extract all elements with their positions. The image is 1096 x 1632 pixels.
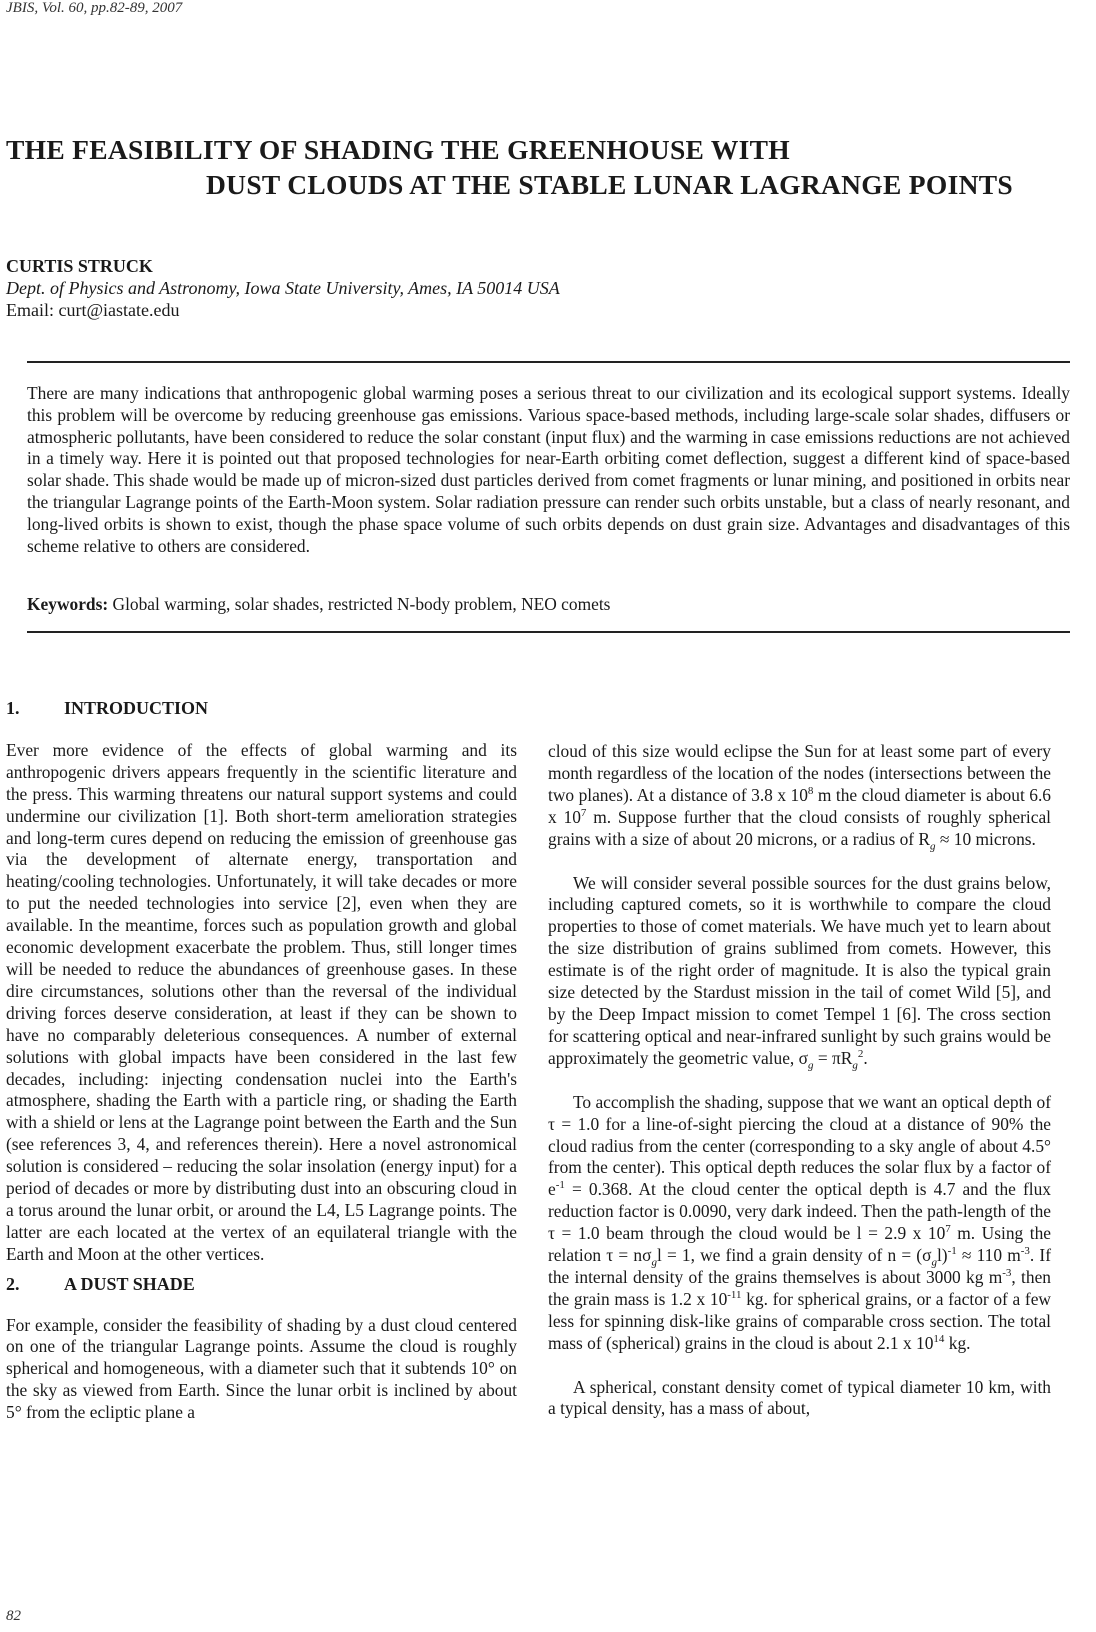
section-number: 2. — [6, 1273, 20, 1294]
abstract-bottom-rule — [27, 631, 1070, 633]
title-line-1: THE FEASIBILITY OF SHADING THE GREENHOUSE WITH — [6, 134, 791, 165]
dust-shade-paragraph: For example, consider the feasibility of shading by a dust cloud centered on one of the triangular Lagrange points. Assume the cloud is roughly spherical and homogeneous, with a diameter such that it subtends 10° on the sky as viewed from Earth. Since the lunar orbit is inclined by about 5° from the ecliptic plane a — [6, 1314, 517, 1423]
abstract-top-rule — [27, 361, 1070, 363]
left-column — [6, 698, 517, 1424]
section-title: INTRODUCTION — [64, 698, 209, 718]
optical-depth-paragraph: To accomplish the shading, suppose that we want an optical depth of τ = 1.0 for a line-of-sight piercing the cloud at a distance of 90% the cloud radius from the center (corresponding to a sky angle of about 4.5° from the center). This optical depth reduces the solar flux by a factor of $e^{-1} = 0.368$. At the cloud center the optical depth is 4.7 and the flux reduction factor is 0.0090, very dark indeed. Then the path-length of the τ = 1.0 beam through the cloud would be l = 2.9 x $10^7$ m. Using the relation $\tau = n\sigma_gl = 1$, we find a grain density of $n = (\sigma_gl)^{-1} \approx 110$ $m^{-3}$. If the internal density of the grains themselves is about 3000 kg $m^{-3}$, then the grain mass is 1.2 x $10^{-11}$ kg. for spherical grains, or a factor of a few less for spinning disk-like grains of comparable cross section. The total mass of (spherical) grains in the cloud is about 2.1 x $10^{14}$ kg. — [548, 1091, 1052, 1353]
keywords-list: Global warming, solar shades, restricted N-body problem, NEO comets — [112, 594, 611, 614]
section-heading-dust-shade — [6, 1274, 517, 1296]
section-title: A DUST SHADE — [64, 1273, 195, 1294]
paper-title — [6, 132, 1086, 202]
intro-paragraph: Ever more evidence of the effects of global warming and its anthropogenic drivers appears frequently in the scientific literature and the press. This warming threatens our natural support systems and could undermine our civilization [1]. Both short-term amelioration strategies and long-term cures depend on reducing the emission of greenhouse gas via the development of alternate energy, transportation and heating/cooling technologies. Unfortunately, it will take decades or more to put the needed technologies into service [2], even when they are available. In the meantime, forces such as population growth and global economic development exacerbate the problem. Thus, still longer times will be needed to reduce the abundances of greenhouse gases. In these dire circumstances, solutions other than the reversal of the individual driving forces deserve consideration, at least if they can be shown to have no comparably deleterious consequences. A number of external solutions with global impacts have been considered in the last few decades, including: injecting condensation nuclei into the Earth's atmosphere, shading the Earth with a particle ring, or shading the Earth with a shield or lens at the Lagrange point between the Earth and the Sun (see references 3, 4, and references therein). Here a novel astronomical solution is considered – reducing the solar insolation (energy input) for a period of decades or more by distributing dust into an obscuring cloud in a torus around the lunar orbit, or around the L4, L5 Lagrange points. The latter are each located at the vertex of an equilateral triangle with the Earth and Moon at the other vertices. — [6, 739, 517, 1264]
author-affiliation: Dept. of Physics and Astronomy, Iowa State University, Ames, IA 50014 USA — [6, 278, 560, 298]
keywords — [27, 594, 1070, 615]
abstract: There are many indications that anthropogenic global warming poses a serious threat to our civilization and its ecological support systems. Ideally this problem will be overcome by reducing greenhouse gas emissions. Various space-based methods, including large-scale solar shades, diffusers or atmospheric pollutants, have been considered to reduce the solar constant (input flux) and the warming in case emissions reductions are not achieved in a timely way. Here it is pointed out that proposed technologies for near-Earth orbiting comet deflection, suggest a different kind of space-based solar shade. This shade would be made up of micron-sized dust particles derived from comet fragments or lunar mining, and positioned in orbits near the triangular Lagrange points of the Earth-Moon system. Solar radiation pressure can render such orbits unstable, but a class of nearly resonant, and long-lived orbits is shown to exist, though the phase space volume of such orbits depends on dust grain size. Advantages and disadvantages of this scheme relative to others are considered. — [27, 383, 1070, 556]
section-heading-introduction — [6, 698, 517, 720]
title-line-2: DUST CLOUDS AT THE STABLE LUNAR LAGRANGE POINTS — [206, 169, 1013, 200]
author-email: Email: curt@iastate.edu — [6, 300, 180, 320]
cloud-size-paragraph: cloud of this size would eclipse the Sun for at least some part of every month regardless of the location of the nodes (intersections between the two planes). At a distance of 3.8 x $10^8$ m the cloud diameter is about 6.6 x $10^7$ m. Suppose further that the cloud consists of roughly spherical grains with a size of about 20 microns, or a radius of $R_g \approx 10$ microns. — [548, 741, 1052, 853]
author-name: CURTIS STRUCK — [6, 256, 153, 276]
comet-mass-paragraph: A spherical, constant density comet of typical diameter 10 km, with a typical density, has a mass of about, — [548, 1376, 1051, 1419]
section-number: 1. — [6, 698, 20, 718]
grain-sources-paragraph: We will consider several possible sources for the dust grains below, including captured comets, so it is worthwhile to compare the cloud properties to those of comet materials. We have much yet to learn about the size distribution of grains sublimed from comets. However, this estimate is of the right order of magnitude. It is also the typical grain size detected by the Stardust mission in the tail of comet Wild [5], and by the Deep Impact mission to comet Tempel 1 [6]. The cross section for scattering optical and near-infrared sunlight by such grains would be approximately the geometric value, $\sigma_g = \pi R_g^2$. — [548, 872, 1051, 1072]
right-column — [548, 741, 1051, 1420]
journal-reference: JBIS, Vol. 60, pp.82-89, 2007 — [6, 0, 183, 16]
keywords-label: Keywords: — [27, 594, 109, 614]
page-number: 82 — [6, 1608, 21, 1624]
